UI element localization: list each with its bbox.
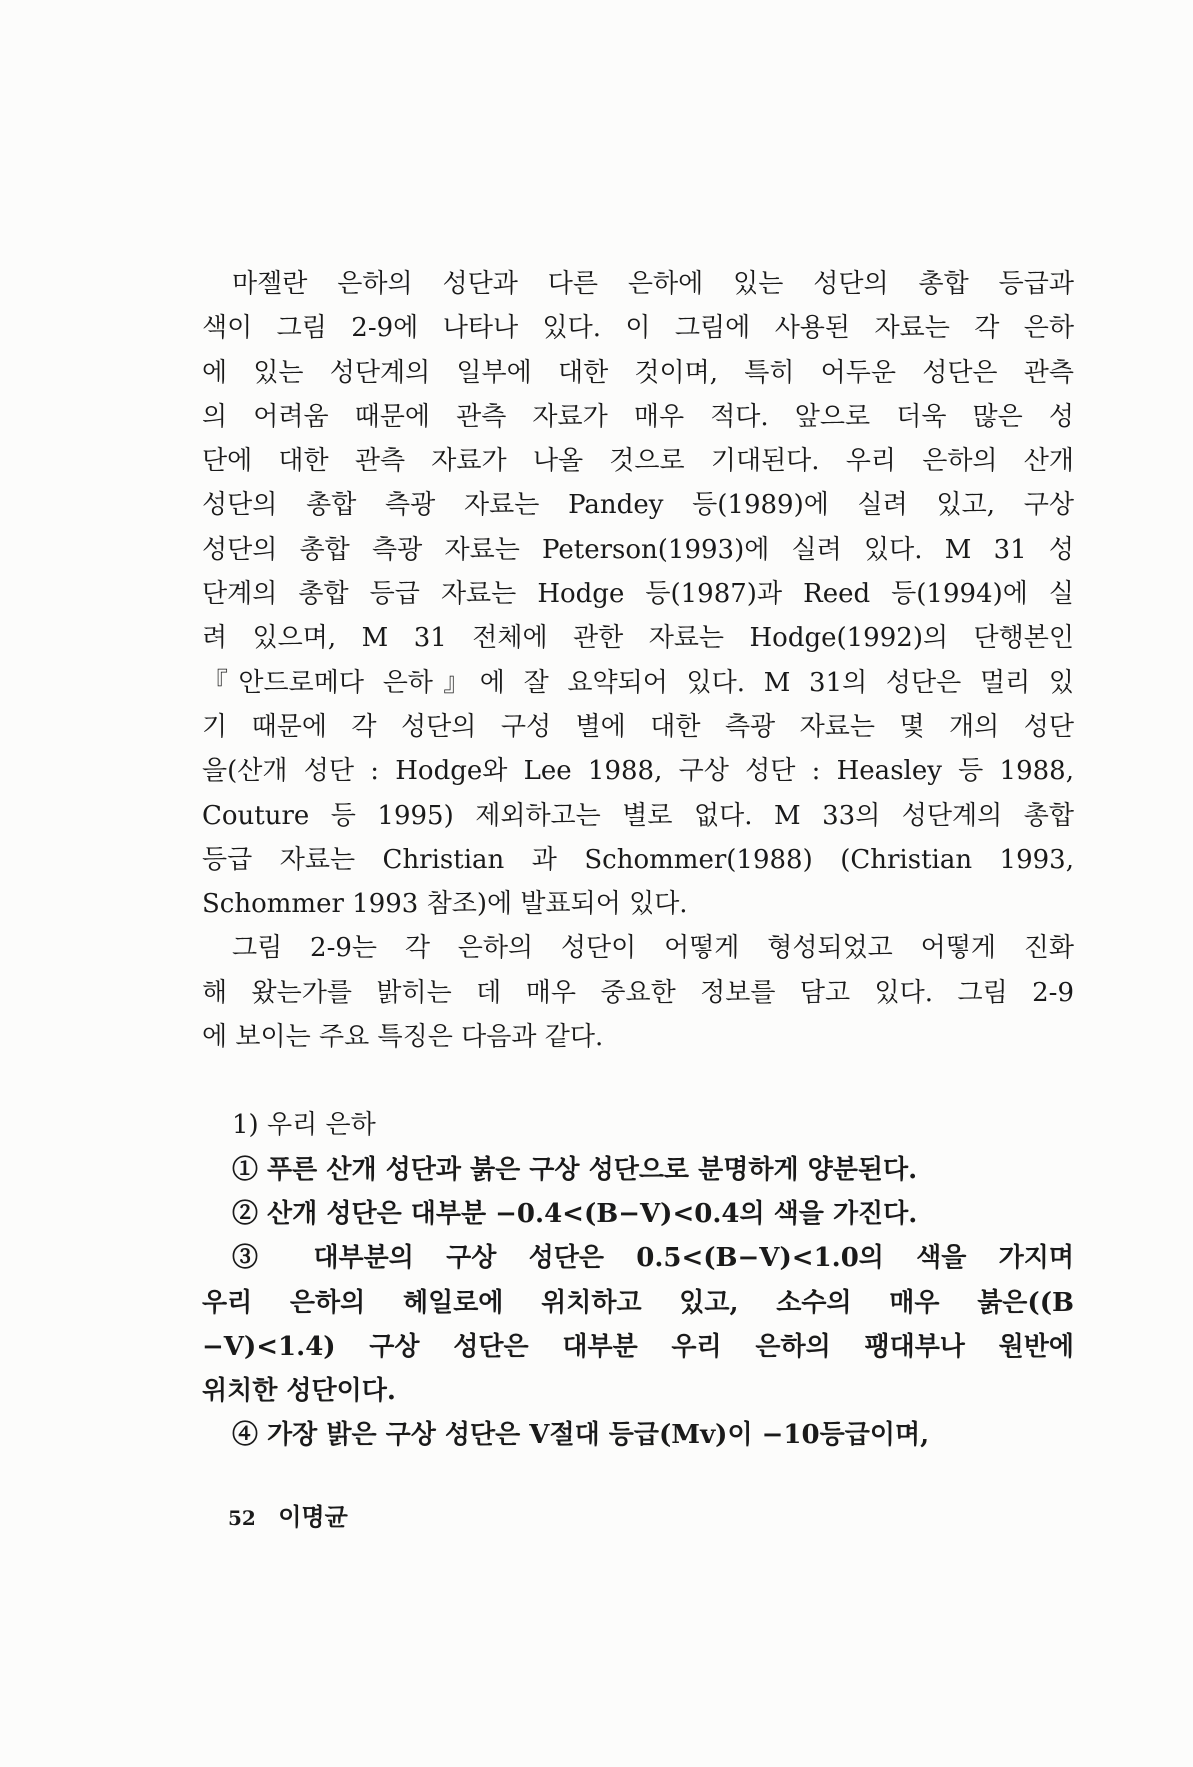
text-line: 단계의 총합 등급 자료는 Hodge 등(1987)과 Reed 등(1994)에 실 — [202, 579, 1074, 610]
section-gap — [202, 1059, 1074, 1103]
text-line: 마젤란 은하의 성단과 다른 은하에 있는 성단의 총합 등급과 — [232, 269, 1074, 299]
section-heading: 1) 우리 은하 — [232, 1110, 376, 1141]
text-line: 위치한 성단이다. — [202, 1376, 396, 1407]
text-line: 성단의 총합 측광 자료는 Pandey 등(1989)에 실려 있고, 구상 — [202, 490, 1074, 521]
text-line: 단에 대한 관측 자료가 나올 것으로 기대된다. 우리 은하의 산개 — [202, 446, 1074, 477]
text-line: 을(산개 성단 : Hodge와 Lee 1988, 구상 성단 : Heasley 등 1988, — [202, 756, 1074, 787]
list-item-2: ② 산개 성단은 대부분 −0.4<(B−V)<0.4의 색을 가진다. — [232, 1198, 918, 1229]
text-line: 성단의 총합 측광 자료는 Peterson(1993)에 실려 있다. M 31 성 — [202, 534, 1074, 565]
text-line: ③ 대부분의 구상 성단은 0.5<(B−V)<1.0의 색을 가지며 — [232, 1243, 1074, 1274]
text-line: 우리 은하의 헤일로에 위치하고 있고, 소수의 매우 붉은((B — [202, 1287, 1074, 1318]
text-line: 등급 자료는 Christian 과 Schommer(1988) (Christian 1993, — [202, 844, 1074, 875]
page-body — [202, 262, 1074, 1458]
text-line: 에 보이는 주요 특징은 다음과 같다. — [202, 1022, 604, 1053]
text-line: Schommer 1993 참조)에 발표되어 있다. — [202, 889, 688, 920]
text-line: 기 때문에 각 성단의 구성 별에 대한 측광 자료는 몇 개의 성단 — [202, 711, 1074, 742]
paragraph-1 — [202, 262, 1074, 926]
text-line: 그림 2-9는 각 은하의 성단이 어떻게 형성되었고 어떻게 진화 — [232, 933, 1074, 964]
text-line: −V)<1.4) 구상 성단은 대부분 우리 은하의 팽대부나 원반에 — [202, 1331, 1074, 1362]
author-name: 이명균 — [278, 1502, 348, 1531]
page-number: 52 — [228, 1506, 256, 1530]
list-item-4: ④ 가장 밝은 구상 성단은 V절대 등급(Mv)이 −10등급이며, — [232, 1420, 930, 1451]
text-line: 해 왔는가를 밝히는 데 매우 중요한 정보를 담고 있다. 그림 2-9 — [202, 977, 1074, 1008]
list-item-3 — [202, 1236, 1074, 1413]
text-line: 의 어려움 때문에 관측 자료가 매우 적다. 앞으로 더욱 많은 성 — [202, 401, 1074, 432]
text-line: 『안드로메다 은하』에 잘 요약되어 있다. M 31의 성단은 멀리 있 — [202, 667, 1074, 698]
list-item-1: ① 푸른 산개 성단과 붉은 구상 성단으로 분명하게 양분된다. — [232, 1154, 918, 1185]
text-line: 려 있으며, M 31 전체에 관한 자료는 Hodge(1992)의 단행본인 — [202, 623, 1074, 654]
section-milky-way — [202, 1103, 1074, 1457]
text-line: 에 있는 성단계의 일부에 대한 것이며, 특히 어두운 성단은 관측 — [202, 357, 1074, 388]
paragraph-2 — [202, 926, 1074, 1059]
page-footer — [228, 1497, 348, 1532]
text-line: Couture 등 1995) 제외하고는 별로 없다. M 33의 성단계의 총합 — [202, 800, 1074, 831]
text-line: 색이 그림 2-9에 나타나 있다. 이 그림에 사용된 자료는 각 은하 — [202, 313, 1074, 344]
